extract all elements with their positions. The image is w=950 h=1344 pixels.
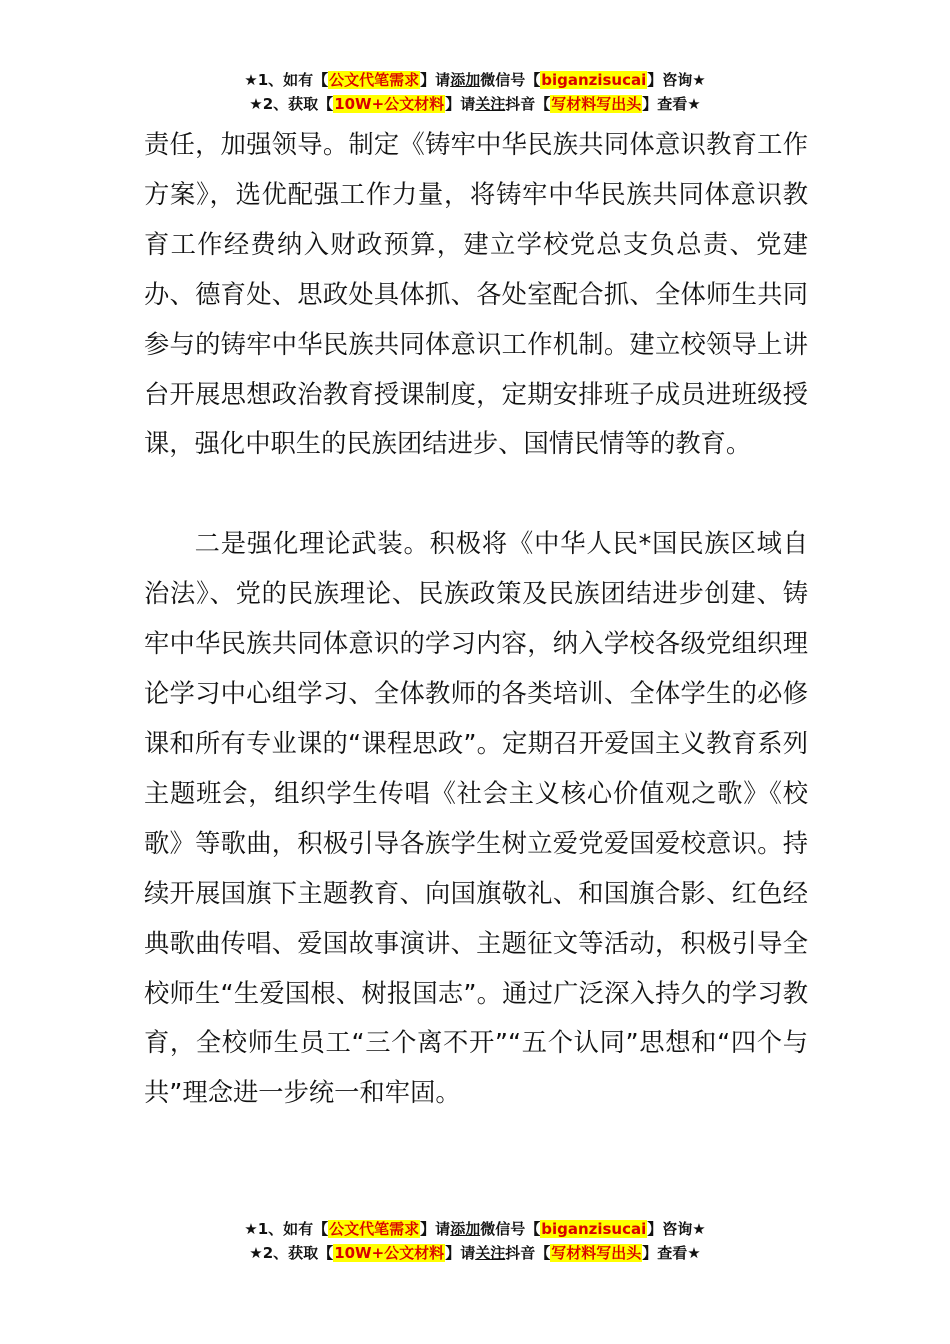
promo-text: 】请	[420, 71, 451, 89]
promo-highlight-wechat: biganzisucai	[541, 71, 647, 89]
promo-text: ★2、获取【	[249, 1244, 334, 1262]
promo-line-1	[0, 1217, 950, 1241]
promo-highlight-wechat: biganzisucai	[541, 1220, 647, 1238]
promo-text: 抖音【	[505, 1244, 551, 1262]
promo-highlight-service: 公文代笔需求	[329, 71, 420, 89]
promo-highlight-account: 写材料写出头	[551, 95, 642, 113]
promo-text: 微信号【	[480, 71, 541, 89]
promo-line-2	[0, 92, 950, 116]
promo-text: ★1、如有【	[244, 1220, 329, 1238]
promo-underlined-text: 添加	[450, 1220, 481, 1238]
promo-banner-bottom	[0, 1217, 950, 1265]
promo-highlight-material: 10W+公文材料	[334, 1244, 445, 1262]
promo-text: 】咨询★	[647, 1220, 706, 1238]
promo-highlight-account: 写材料写出头	[551, 1244, 642, 1262]
promo-text: 】请	[445, 95, 476, 113]
promo-line-1	[0, 68, 950, 92]
promo-text: 】请	[420, 1220, 451, 1238]
document-body	[144, 120, 808, 1118]
promo-highlight-service: 公文代笔需求	[329, 1220, 420, 1238]
promo-text: 】请	[445, 1244, 476, 1262]
promo-text: ★2、获取【	[249, 95, 334, 113]
promo-text: 抖音【	[505, 95, 551, 113]
promo-text: 微信号【	[480, 1220, 541, 1238]
promo-underlined-text: 关注	[475, 1244, 506, 1262]
promo-underlined-text: 关注	[475, 95, 506, 113]
promo-banner-top	[0, 68, 950, 116]
promo-text: ★1、如有【	[244, 71, 329, 89]
promo-text: 】查看★	[642, 1244, 701, 1262]
promo-highlight-material: 10W+公文材料	[334, 95, 445, 113]
promo-underlined-text: 添加	[450, 71, 481, 89]
promo-text: 】查看★	[642, 95, 701, 113]
promo-line-2	[0, 1241, 950, 1265]
paragraph-leadership: 责任，加强领导。制定《铸牢中华民族共同体意识教育工作方案》，选优配强工作力量，将铸牢中华民族共同体意识教育工作经费纳入财政预算，建立学校党总支负总责、党建办、德育处、思政处具体抓、各处室配合抓、全体师生共同参与的铸牢中华民族共同体意识工作机制。建立校领导上讲台开展思想政治教育授课制度，定期安排班子成员进班级授课，强化中职生的民族团结进步、国情民情等的教育。	[144, 130, 808, 459]
paragraph-theory: 二是强化理论武装。积极将《中华人民*国民族区域自治法》、党的民族理论、民族政策及民族团结进步创建、铸牢中华民族共同体意识的学习内容，纳入学校各级党组织理论学习中心组学习、全体教师的各类培训、全体学生的必修课和所有专业课的“课程思政”。定期召开爱国主义教育系列主题班会，组织学生传唱《社会主义核心价值观之歌》《校歌》等歌曲，积极引导各族学生树立爱党爱国爱校意识。持续开展国旗下主题教育、向国旗敬礼、和国旗合影、红色经典歌曲传唱、爱国故事演讲、主题征文等活动，积极引导全校师生“生爱国根、树报国志”。通过广泛深入持久的学习教育，全校师生员工“三个离不开”“五个认同”思想和“四个与共”理念进一步统一和牢固。	[144, 529, 808, 1108]
promo-text: 】咨询★	[647, 71, 706, 89]
